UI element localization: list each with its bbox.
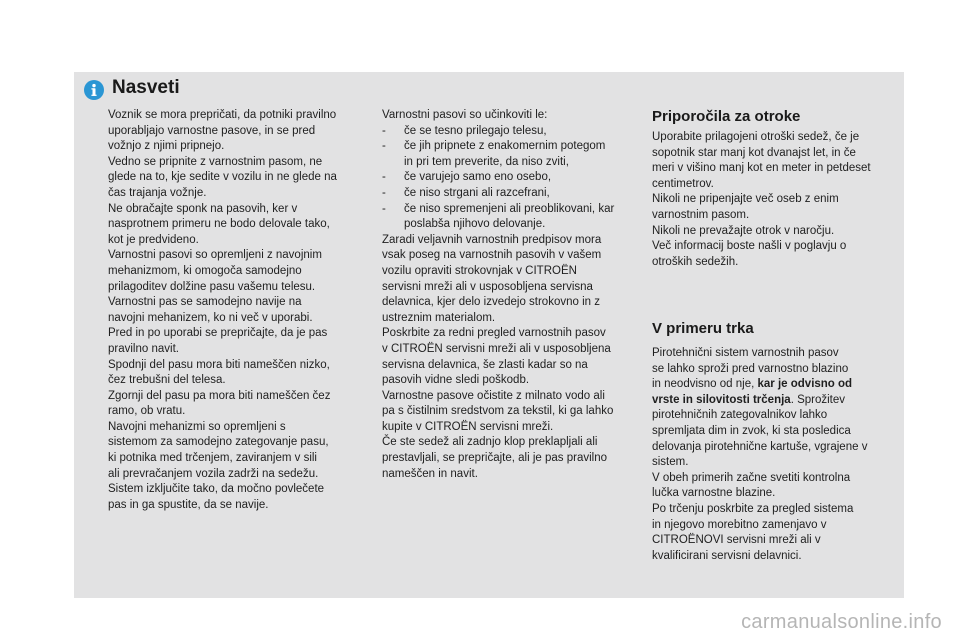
text-fragment: . Sprožitev (790, 393, 846, 406)
text-line: Ne obračajte sponk na pasovih, ker v (108, 202, 298, 215)
text-line: glede na to, kje sedite v vozilu in ne glede na (108, 171, 337, 184)
text-line: Voznik se mora prepričati, da potniki pravilno (108, 109, 337, 121)
text-line: se lahko sproži pred varnostno blazino (652, 362, 849, 375)
bullet-dash (382, 155, 404, 171)
text-line: vožnjo z njimi pripnejo. (108, 140, 225, 153)
text-line: otroških sedežih. (652, 255, 739, 268)
text-line: centimetrov. (652, 177, 714, 190)
text-line: Varnostni pasovi so opremljeni z navojnim (108, 249, 322, 262)
text-line: navojni mehanizem, ko ni več v uporabi. (108, 311, 313, 324)
text-line: varnostnim pasom. (652, 208, 750, 221)
text-line (652, 393, 902, 409)
list-item (382, 139, 644, 155)
impact-section-title: V primeru trka (652, 320, 754, 337)
text-line: ali prevračanjem vozila zadrži na sedežu. (108, 467, 319, 480)
list-item (382, 124, 644, 140)
text-line: pirotehničnih zategovalnikov lahko (652, 409, 828, 422)
list-item-text: če niso spremenjeni ali preoblikovani, kar (404, 202, 615, 215)
impact-details (652, 408, 902, 564)
text-line: čas trajanja vožnje. (108, 186, 207, 199)
text-line: servisna delavnica, še zlasti kadar so na (382, 358, 588, 371)
text-line: kvalificirani servisni delavnici. (652, 549, 802, 562)
text-line: pravilno navit. (108, 342, 179, 355)
text-line: lučka varnostne blazine. (652, 487, 776, 500)
children-section-title: Priporočila za otroke (652, 108, 801, 125)
list-item (382, 170, 644, 186)
list-item (382, 202, 644, 218)
text-line: Vedno se pripnite z varnostnim pasom, ne (108, 155, 323, 168)
text-line: čez trebušni del telesa. (108, 374, 226, 387)
list-item (382, 155, 644, 171)
watermark: carmanualsonline.info (741, 611, 942, 633)
text-fragment: in neodvisno od nje, (652, 378, 758, 391)
text-line: pasovih vidne sledi poškodb. (382, 374, 530, 387)
list-item-text: poslabša njihovo delovanje. (404, 218, 546, 231)
text-line: Pirotehnični sistem varnostnih pasov (652, 347, 839, 359)
text-line: Nikoli ne pripenjajte več oseb z enim (652, 193, 839, 206)
text-line: nameščen in navit. (382, 467, 478, 480)
text-line: delovanja pirotehnične kartuše, vgrajene v (652, 440, 868, 453)
list-item-text: če se tesno prilegajo telesu, (404, 124, 547, 137)
text-line: Varnostni pas se samodejno navije na (108, 296, 302, 309)
text-line: sistemom za samodejno zategovanje pasu, (108, 436, 329, 449)
text-line: CITROËNOVI servisni mreži ali v (652, 534, 821, 547)
text-line: V obeh primerih začne svetiti kontrolna (652, 471, 851, 484)
text-line: kupite v CITROËN servisni mreži. (382, 420, 554, 433)
text-line: uporabljajo varnostne pasove, in se pred (108, 124, 316, 137)
bullet-dash: - (382, 124, 386, 137)
text-line: kot je predvideno. (108, 233, 199, 246)
bullet-dash: - (382, 202, 386, 215)
text-line: sopotnik star manj kot dvanajst let, in če (652, 146, 856, 159)
list-item (382, 217, 644, 233)
impact-section-text (652, 346, 902, 564)
text-line: Zaradi veljavnih varnostnih predpisov mora (382, 233, 602, 246)
text-line: Sistem izključite tako, da močno povlečete (108, 483, 325, 496)
text-line: Uporabite prilagojeni otroški sedež, če je (652, 131, 860, 143)
text-line: prestavljali, se prepričajte, ali je pas pravilno (382, 452, 607, 465)
bullet-dash: - (382, 186, 386, 199)
list-item-text: če jih pripnete z enakomernim potegom (404, 140, 606, 153)
text-line (652, 377, 902, 393)
text-line: vsak poseg na varnostnih pasovih v vašem (382, 249, 602, 262)
text-line: delavnica, kjer delo izvedejo strokovno in z (382, 296, 600, 309)
text-line: ki potnika med trčenjem, zaviranjem v sili (108, 452, 317, 465)
list-item-text: in pri tem preverite, da niso zviti, (404, 155, 569, 168)
list-item (382, 186, 644, 202)
text-line: Če ste sedež ali zadnjo klop preklapljali ali (382, 436, 598, 449)
text-line: in njegovo morebitno zamenjavo v (652, 518, 827, 531)
info-icon (84, 80, 104, 100)
text-line: Več informacij boste našli v poglavju o (652, 240, 847, 253)
effective-conditions-list (382, 124, 644, 233)
tips-column-2 (382, 108, 644, 482)
text-line: Zgornji del pasu pa mora biti nameščen čez (108, 389, 331, 402)
emphasis-text: kar je odvisno od (757, 378, 853, 391)
text-line: Pred in po uporabi se prepričajte, da je pas (108, 327, 328, 340)
text-line: servisni mreži ali v usposobljena servisna (382, 280, 593, 293)
children-section-text (652, 130, 902, 270)
text-line: v CITROËN servisni mreži ali v usposobljena (382, 342, 611, 355)
text-line: Spodnji del pasu mora biti nameščen nizko, (108, 358, 330, 371)
text-line: spremljata dim in zvok, ki sta posledica (652, 424, 851, 437)
text-line: sistem. (652, 456, 689, 469)
text-line: Navojni mehanizmi so opremljeni s (108, 420, 286, 433)
text-line: vozilu opraviti strokovnjak v CITROËN (382, 264, 577, 277)
text-line: mehanizmom, ki omogoča samodejno (108, 264, 302, 277)
page-title: Nasveti (112, 77, 180, 98)
list-item-text: če niso strgani ali razcefrani, (404, 186, 550, 199)
maintenance-text (382, 233, 644, 483)
bullet-dash (382, 217, 404, 233)
text-line: Varnostne pasove očistite z milnato vodo ali (382, 389, 605, 402)
text-line: Po trčenju poskrbite za pregled sistema (652, 502, 854, 515)
text-line: Nikoli ne prevažajte otrok v naročju. (652, 224, 835, 237)
list-item-text: če varujejo samo eno osebo, (404, 171, 552, 184)
text-line: Poskrbite za redni pregled varnostnih pasov (382, 327, 606, 340)
text-line: ramo, ob vratu. (108, 405, 186, 418)
text-line: ustreznim materialom. (382, 311, 496, 324)
text-line: pa s čistilnim sredstvom za tekstil, ki ga lahko (382, 405, 614, 418)
bullet-dash: - (382, 140, 386, 153)
text-line: meri v višino manj kot en meter in petdeset (652, 162, 871, 175)
text-line: pas in ga spustite, da se navije. (108, 498, 269, 511)
effective-intro: Varnostni pasovi so učinkoviti le: (382, 109, 548, 121)
emphasis-text: vrste in silovitosti trčenja (652, 393, 791, 406)
bullet-dash: - (382, 171, 386, 184)
text-line: nasprotnem primeru ne bodo delovale tako, (108, 218, 330, 231)
tips-column-1 (108, 108, 373, 513)
text-line: prilagoditev dolžine pasu vašemu telesu. (108, 280, 316, 293)
